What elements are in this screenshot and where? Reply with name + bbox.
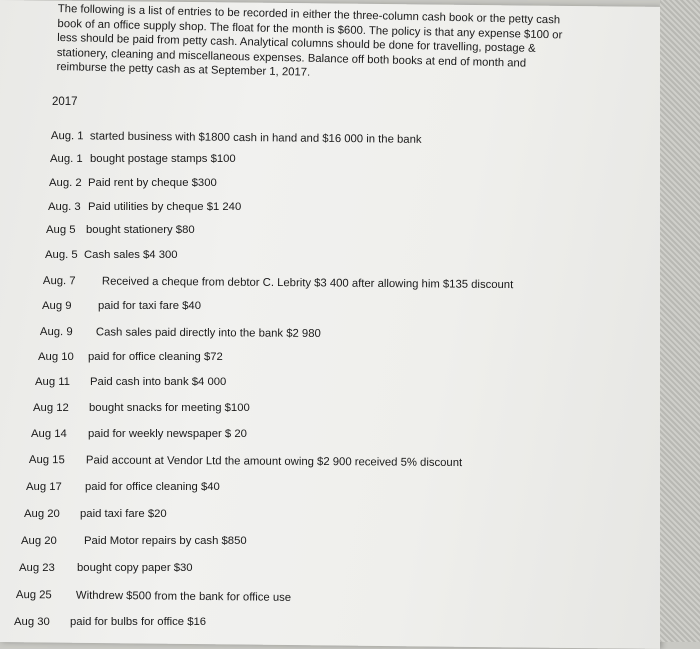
entry-description: Paid account at Vendor Ltd the amount owing $2 900 received 5% discount [85, 454, 463, 470]
entry-description: paid for office cleaning $72 [88, 351, 223, 363]
entry-description: paid for office cleaning $40 [85, 481, 220, 493]
entry-date: Aug 23 [19, 562, 55, 574]
entry-date: Aug 12 [33, 402, 69, 414]
entry-date: Aug 20 [24, 508, 60, 520]
entry-description: bought copy paper $30 [77, 562, 193, 574]
entry-description: Cash sales $4 300 [84, 249, 178, 261]
entry-date: Aug 17 [26, 481, 62, 493]
year-heading: 2017 [52, 96, 78, 108]
entry-date: Aug 20 [21, 535, 57, 547]
entry-description: Paid Motor repairs by cash $850 [84, 535, 247, 547]
entry-description: Withdrew $500 from the bank for office use [75, 589, 292, 604]
entry-description: bought postage stamps $100 [90, 153, 236, 165]
entry-description: paid taxi fare $20 [80, 508, 167, 520]
entry-description: Received a cheque from debtor C. Lebrity $3 400 after allowing him $135 discount [101, 275, 514, 292]
entry-description: started business with $1800 cash in hand and $16 000 in the bank [89, 130, 422, 146]
entry-date: Aug. 1 [50, 130, 84, 143]
entry-description: paid for weekly newspaper $ 20 [88, 428, 247, 440]
entry-description: Cash sales paid directly into the bank $2 980 [95, 326, 321, 340]
entry-description: bought snacks for meeting $100 [89, 402, 250, 414]
entry-date: Aug 11 [35, 376, 70, 388]
background-surface [660, 0, 700, 642]
entry-date: Aug. 1 [50, 153, 83, 165]
entry-date: Aug 9 [42, 300, 72, 312]
entry-date: Aug. 3 [48, 201, 81, 213]
entry-description: Paid rent by cheque $300 [88, 177, 217, 189]
entry-date: Aug. 7 [42, 275, 76, 288]
entry-description: paid for bulbs for office $16 [70, 616, 207, 628]
entry-date: Aug 30 [14, 616, 50, 628]
entry-date: Aug 25 [15, 589, 52, 602]
entry-description: bought stationery $80 [86, 224, 195, 236]
entry-date: Aug 5 [46, 224, 76, 236]
entry-description: Paid cash into bank $4 000 [90, 376, 227, 388]
entry-date: Aug 10 [38, 351, 74, 363]
entry-date: Aug 15 [28, 454, 65, 467]
entry-date: Aug 14 [31, 428, 67, 440]
entry-date: Aug. 9 [39, 326, 73, 339]
entry-description: paid for taxi fare $40 [98, 300, 201, 312]
entry-date: Aug. 5 [45, 249, 78, 261]
entry-date: Aug. 2 [49, 177, 82, 189]
intro-paragraph: The following is a list of entries to be recorded in either the three-column cash book or the petty cash book of an office supply shop. The float for the month is $600. The policy is that any expense $100 or less should be paid from petty cash. Analytical columns should be done for travelling, postage & stationery, cleaning and miscellaneous expenses. Balance off both books at end of month and reimburse the petty cash as at September 1, 2017. [56, 2, 563, 79]
entry-description: Paid utilities by cheque $1 240 [88, 201, 242, 213]
